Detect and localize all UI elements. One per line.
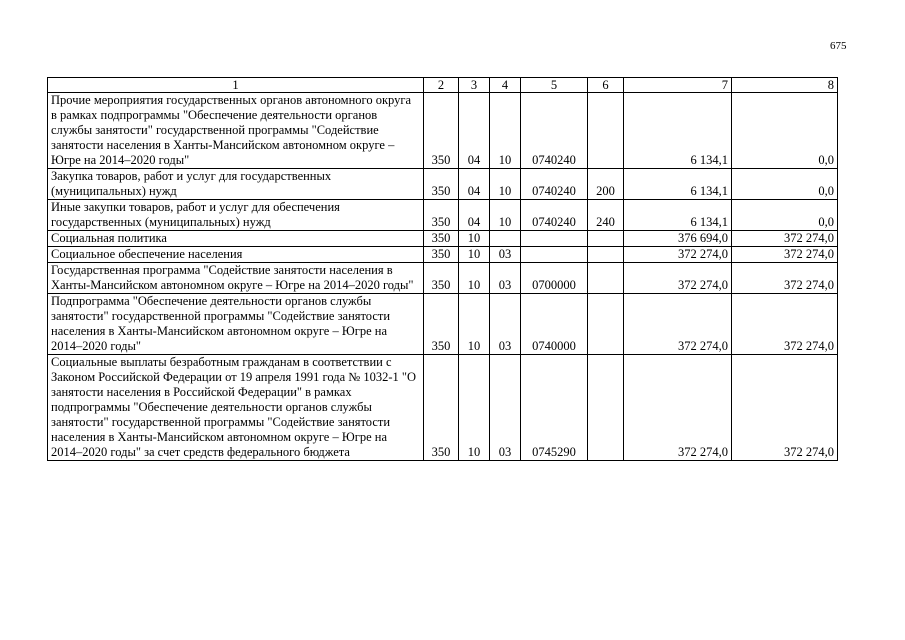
table-row xyxy=(48,355,838,461)
header-cell: 1 xyxy=(48,78,424,93)
header-cell: 7 xyxy=(624,78,732,93)
cell-subsection: 03 xyxy=(490,247,521,263)
row-description: Закупка товаров, работ и услуг для государственных (муниципальных) нужд xyxy=(48,169,424,200)
cell-amount-1: 376 694,0 xyxy=(624,231,732,247)
row-description: Социальная политика xyxy=(48,231,424,247)
cell-section: 04 xyxy=(459,169,490,200)
table-row xyxy=(48,294,838,355)
table-row xyxy=(48,169,838,200)
cell-target-article xyxy=(521,231,588,247)
cell-amount-2: 372 274,0 xyxy=(732,231,838,247)
cell-amount-1: 6 134,1 xyxy=(624,200,732,231)
cell-section: 04 xyxy=(459,93,490,169)
cell-target-article: 0740240 xyxy=(521,169,588,200)
header-cell: 5 xyxy=(521,78,588,93)
cell-subsection: 10 xyxy=(490,169,521,200)
cell-admin-code: 350 xyxy=(424,200,459,231)
row-description: Прочие мероприятия государственных органов автономного округа в рамках подпрограммы "Обеспечение деятельности органов службы занятости" государственной программы "Содействие занятости населения в Ханты-Мансийском автономном округе – Югре на 2014–2020 годы" xyxy=(48,93,424,169)
cell-amount-1: 6 134,1 xyxy=(624,93,732,169)
budget-table xyxy=(47,77,838,461)
row-description: Подпрограмма "Обеспечение деятельности органов службы занятости" государственной программы "Содействие занятости населения в Ханты-Мансийском автономном округе – Югре на 2014–2020 годы" xyxy=(48,294,424,355)
cell-subsection: 03 xyxy=(490,263,521,294)
cell-amount-1: 372 274,0 xyxy=(624,294,732,355)
header-cell: 8 xyxy=(732,78,838,93)
table-row xyxy=(48,263,838,294)
cell-amount-1: 372 274,0 xyxy=(624,263,732,294)
cell-amount-1: 6 134,1 xyxy=(624,169,732,200)
cell-admin-code: 350 xyxy=(424,263,459,294)
header-cell: 2 xyxy=(424,78,459,93)
cell-expense-type xyxy=(588,263,624,294)
page-number: 675 xyxy=(830,40,847,52)
cell-amount-2: 0,0 xyxy=(732,169,838,200)
cell-expense-type xyxy=(588,294,624,355)
cell-amount-1: 372 274,0 xyxy=(624,247,732,263)
header-cell: 3 xyxy=(459,78,490,93)
cell-section: 04 xyxy=(459,200,490,231)
cell-subsection: 10 xyxy=(490,200,521,231)
row-description: Социальное обеспечение населения xyxy=(48,247,424,263)
table-row xyxy=(48,93,838,169)
table-row xyxy=(48,247,838,263)
row-description: Социальные выплаты безработным гражданам в соответствии с Законом Российской Федерации от 19 апреля 1991 года № 1032-1 "О занятости населения в Российской Федерации" в рамках подпрограммы "Обеспечение деятельности органов службы занятости" государственной программы "Содействие занятости населения в Ханты-Мансийском автономном округе – Югре на 2014–2020 годы" за счет средств федерального бюджета xyxy=(48,355,424,461)
cell-section: 10 xyxy=(459,263,490,294)
cell-amount-2: 0,0 xyxy=(732,200,838,231)
cell-amount-2: 0,0 xyxy=(732,93,838,169)
cell-target-article xyxy=(521,247,588,263)
cell-section: 10 xyxy=(459,355,490,461)
cell-subsection: 03 xyxy=(490,355,521,461)
cell-section: 10 xyxy=(459,247,490,263)
table-row xyxy=(48,200,838,231)
cell-target-article: 0740240 xyxy=(521,200,588,231)
header-cell: 6 xyxy=(588,78,624,93)
row-description: Государственная программа "Содействие занятости населения в Ханты-Мансийском автономном округе – Югре на 2014–2020 годы" xyxy=(48,263,424,294)
cell-expense-type xyxy=(588,247,624,263)
cell-target-article: 0745290 xyxy=(521,355,588,461)
cell-admin-code: 350 xyxy=(424,169,459,200)
table-header-row xyxy=(48,78,838,93)
cell-admin-code: 350 xyxy=(424,294,459,355)
cell-amount-2: 372 274,0 xyxy=(732,294,838,355)
header-cell: 4 xyxy=(490,78,521,93)
cell-amount-2: 372 274,0 xyxy=(732,355,838,461)
cell-amount-1: 372 274,0 xyxy=(624,355,732,461)
cell-expense-type: 240 xyxy=(588,200,624,231)
cell-target-article: 0740240 xyxy=(521,93,588,169)
cell-expense-type xyxy=(588,231,624,247)
cell-admin-code: 350 xyxy=(424,247,459,263)
cell-expense-type: 200 xyxy=(588,169,624,200)
cell-expense-type xyxy=(588,355,624,461)
cell-amount-2: 372 274,0 xyxy=(732,263,838,294)
cell-expense-type xyxy=(588,93,624,169)
cell-admin-code: 350 xyxy=(424,231,459,247)
table-row xyxy=(48,231,838,247)
cell-target-article: 0740000 xyxy=(521,294,588,355)
cell-subsection: 10 xyxy=(490,93,521,169)
cell-target-article: 0700000 xyxy=(521,263,588,294)
row-description: Иные закупки товаров, работ и услуг для обеспечения государственных (муниципальных) нужд xyxy=(48,200,424,231)
cell-admin-code: 350 xyxy=(424,355,459,461)
cell-subsection xyxy=(490,231,521,247)
cell-amount-2: 372 274,0 xyxy=(732,247,838,263)
cell-section: 10 xyxy=(459,294,490,355)
cell-admin-code: 350 xyxy=(424,93,459,169)
cell-section: 10 xyxy=(459,231,490,247)
cell-subsection: 03 xyxy=(490,294,521,355)
